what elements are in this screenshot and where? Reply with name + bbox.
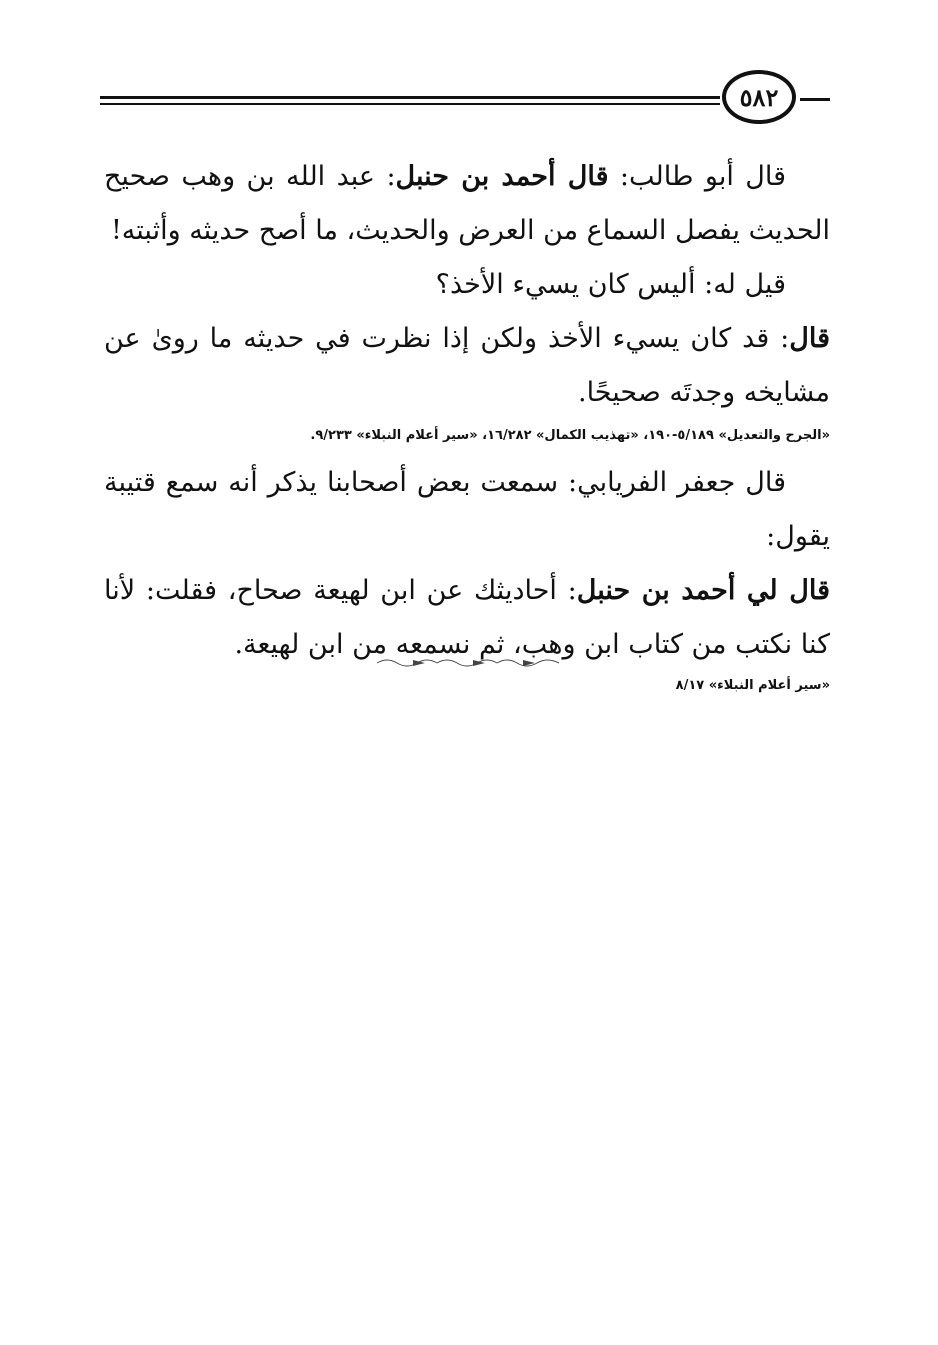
paragraph-5-speaker: قال لي أحمد بن حنبل xyxy=(576,575,830,606)
paragraph-1 xyxy=(104,150,830,258)
page-body xyxy=(104,150,830,698)
reference-citation-2: «سير أعلام النبلاء» ٨/١٧ xyxy=(675,678,830,693)
paragraph-3 xyxy=(104,312,830,420)
paragraph-5-text: : أحاديثك عن ابن لهيعة صحاح، فقلت: لأنا كنا نكتب من كتاب ابن وهب، ثم نسمعه من ابن لهيعة. xyxy=(104,575,830,660)
paragraph-1-speaker: قال أحمد بن حنبل xyxy=(395,161,609,192)
paragraph-4: قال جعفر الفريابي: سمعت بعض أصحابنا يذكر أنه سمع قتيبة يقول: xyxy=(104,467,830,552)
header-rule-tail xyxy=(800,98,830,101)
header-rule-bottom xyxy=(100,103,720,105)
paragraph-3-speaker: قال xyxy=(789,323,830,354)
reference-citation-1: «الجرح والتعديل» ٥/١٨٩-١٩٠، «تهذيب الكمال» ١٦/٢٨٢، «سير أعلام النبلاء» ٩/٢٣٣. xyxy=(310,428,830,443)
paragraph-2: قيل له: أليس كان يسيء الأخذ؟ xyxy=(435,269,786,300)
page-number: ٥٨٢ xyxy=(722,70,796,124)
page-header xyxy=(100,70,830,130)
paragraph-1-text: : عبد الله بن وهب صحيح الحديث يفصل السماع من العرض والحديث، ما أصح حديثه وأثبته! xyxy=(104,161,830,246)
header-rule-top xyxy=(100,96,720,99)
paragraph-1-intro: قال أبو طالب: xyxy=(608,161,786,192)
paragraph-3-text: : قد كان يسيء الأخذ ولكن إذا نظرت في حديثه ما روىٰ عن مشايخه وجدتَه صحيحًا. xyxy=(104,323,830,408)
divider-ornament-icon xyxy=(373,656,563,670)
